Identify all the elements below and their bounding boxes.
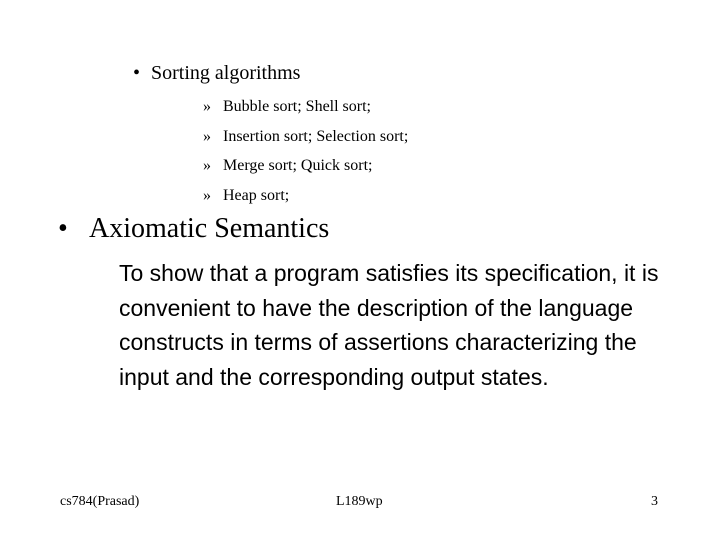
footer-page-number: 3 — [651, 494, 658, 509]
sorting-list — [203, 92, 408, 210]
axiomatic-semantics-heading: Axiomatic Semantics — [89, 213, 330, 244]
list-item-text: Bubble sort; Shell sort; — [223, 98, 371, 115]
raquo-bullet-icon: » — [203, 98, 211, 115]
raquo-bullet-icon: » — [203, 127, 211, 145]
list-item — [203, 122, 408, 152]
raquo-bullet-icon: » — [203, 157, 211, 174]
list-item — [203, 92, 408, 122]
sorting-algorithms-heading: Sorting algorithms — [151, 62, 301, 84]
footer-author: cs784(Prasad) — [60, 494, 140, 509]
list-item-text: Heap sort; — [223, 186, 290, 204]
sorting-algorithms-bullet — [133, 61, 300, 85]
list-item — [203, 181, 408, 211]
raquo-bullet-icon: » — [203, 186, 211, 204]
bullet-dot-icon: • — [133, 62, 141, 84]
list-item-text: Merge sort; Quick sort; — [223, 157, 373, 174]
axiomatic-semantics-paragraph: To show that a program satisfies its specification, it is convenient to have the description of the language constructs in terms of assertions characterizing the input and the corresponding output states. — [119, 260, 659, 390]
bullet-dot-icon: • — [58, 213, 68, 244]
list-item-text: Insertion sort; Selection sort; — [223, 127, 409, 145]
list-item — [203, 151, 408, 181]
axiomatic-semantics-bullet — [58, 211, 329, 247]
footer-slide-id: L189wp — [336, 494, 383, 509]
